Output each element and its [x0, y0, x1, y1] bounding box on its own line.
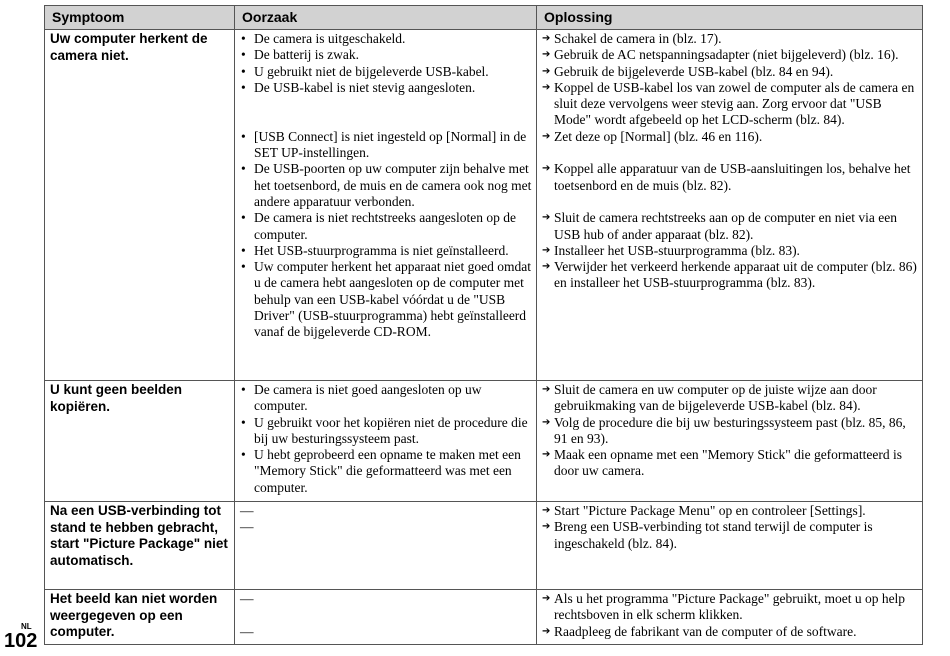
arrow-right-icon: ➔: [542, 65, 551, 77]
cause-cell: [235, 30, 537, 381]
arrow-right-icon: ➔: [542, 521, 551, 533]
arrow-right-icon: ➔: [542, 33, 551, 44]
bullet-icon: •: [241, 447, 246, 463]
solution-item: ➔ Volg de procedure die bij uw besturingssysteem past (blz. 85, 86, 91 en 93).: [542, 414, 906, 446]
header-cause: Oorzaak: [235, 6, 537, 30]
arrow-right-icon: ➔: [542, 212, 551, 224]
troubleshooting-table: [44, 5, 923, 645]
solution-item: ➔ Verwijder het verkeerd herkende apparaat uit de computer (blz. 86) en installeer het USB-stuurprogramma (blz. 83).: [542, 259, 917, 291]
table-row: [45, 381, 923, 502]
cause-item: • U gebruikt voor het kopiëren niet de procedure die bij uw besturingssysteem past.: [241, 414, 528, 446]
arrow-right-icon: ➔: [542, 163, 551, 175]
cause-item: —: [240, 591, 254, 606]
symptom-cell: Het beeld kan niet worden weergegeven op een computer.: [45, 590, 235, 645]
solution-item: ➔ Sluit de camera rechtstreeks aan op de computer en niet via een USB hub of ander apparaat (blz. 82).: [542, 210, 897, 242]
bullet-icon: •: [241, 259, 246, 275]
arrow-right-icon: ➔: [542, 593, 551, 604]
bullet-icon: •: [241, 161, 246, 177]
solution-item: ➔ Maak een opname met een "Memory Stick" die geformatteerd is door uw camera.: [542, 447, 903, 479]
arrow-right-icon: ➔: [542, 81, 551, 93]
bullet-icon: •: [241, 128, 246, 144]
cause-item: —: [240, 519, 254, 535]
arrow-right-icon: ➔: [542, 625, 551, 637]
cause-item: —: [240, 503, 254, 518]
table-row: [45, 590, 923, 645]
arrow-right-icon: ➔: [542, 244, 551, 256]
arrow-right-icon: ➔: [542, 49, 551, 61]
table-row: [45, 30, 923, 381]
spacer: [240, 96, 532, 129]
bullet-icon: •: [241, 242, 246, 258]
solution-item: ➔ Gebruik de bijgeleverde USB-kabel (blz. 84 en 94).: [542, 63, 834, 79]
symptom-cell: U kunt geen beelden kopiëren.: [45, 381, 235, 502]
solution-item: ➔ Raadpleeg de fabrikant van de computer of de software.: [542, 623, 857, 639]
solution-item: ➔ Als u het programma "Picture Package" gebruikt, moet u op help rechtsboven in elk scherm klikken.: [542, 591, 906, 623]
symptom-cell: Uw computer herkent de camera niet.: [45, 30, 235, 381]
cause-item: • De camera is uitgeschakeld.: [241, 31, 406, 46]
table-row: [45, 502, 923, 590]
arrow-right-icon: ➔: [542, 261, 551, 273]
cause-item: • De USB-poorten op uw computer zijn behalve met het toetsenbord, de muis en de camera ook nog met andere apparatuur verbonden.: [241, 161, 532, 209]
cause-item: • [USB Connect] is niet ingesteld op [Normal] in de SET UP-instellingen.: [241, 128, 527, 161]
bullet-icon: •: [241, 414, 246, 430]
solution-item: ➔ Koppel alle apparatuur van de USB-aansluitingen los, behalve het toetsenbord en de muis (blz. 82).: [542, 161, 911, 193]
solution-cell: [537, 30, 923, 381]
cause-item: • De camera is niet rechtstreeks aangesloten op de computer.: [241, 210, 517, 242]
cause-item: • Uw computer herkent het apparaat niet goed omdat u de camera hebt aangesloten op de computer met behulp van een USB-kabel vóórdat u de "USB Driver" (USB-stuurprogramma) hebt geïnstalleerd vanaf de bijgeleverde CD-ROM.: [241, 259, 532, 340]
arrow-right-icon: ➔: [542, 384, 551, 395]
bullet-icon: •: [241, 31, 246, 46]
cause-item: • U gebruikt niet de bijgeleverde USB-kabel.: [241, 63, 489, 79]
arrow-right-icon: ➔: [542, 416, 551, 428]
header-symptom: Symptoom: [45, 6, 235, 30]
table-header-row: [45, 6, 923, 30]
solution-item: ➔ Gebruik de AC netspanningsadapter (niet bijgeleverd) (blz. 16).: [542, 47, 899, 63]
bullet-icon: •: [241, 63, 246, 79]
solution-item: ➔ Installeer het USB-stuurprogramma (blz. 83).: [542, 242, 800, 258]
solution-item: ➔ Schakel de camera in (blz. 17).: [542, 31, 722, 46]
arrow-right-icon: ➔: [542, 505, 551, 516]
cause-item: • De USB-kabel is niet stevig aangesloten.: [241, 79, 476, 95]
solution-item: ➔ Breng een USB-verbinding tot stand terwijl de computer is ingeschakeld (blz. 84).: [542, 519, 873, 551]
cause-item: • De camera is niet goed aangesloten op uw computer.: [241, 382, 482, 414]
bullet-icon: •: [241, 79, 246, 95]
spacer: [542, 194, 918, 210]
bullet-icon: •: [241, 210, 246, 226]
page-number: 102: [4, 630, 38, 652]
spacer: [542, 145, 918, 161]
arrow-right-icon: ➔: [542, 130, 551, 142]
arrow-right-icon: ➔: [542, 449, 551, 461]
cause-item: • De batterij is zwak.: [241, 47, 359, 63]
solution-item: ➔ Sluit de camera en uw computer op de juiste wijze aan door gebruikmaking van de bijgeleverde USB-kabel (blz. 84).: [542, 382, 877, 414]
solution-item: ➔ Koppel de USB-kabel los van zowel de computer als de camera en sluit deze vervolgens weer stevig aan. Zorg ervoor dat "USB Mode" wordt afgebeeld op het LCD-scherm (blz. 84).: [542, 79, 915, 128]
cause-cell: [235, 590, 537, 645]
spacer: [240, 607, 532, 623]
bullet-icon: •: [241, 47, 246, 63]
symptom-cell: Na een USB-verbinding tot stand te hebben gebracht, start "Picture Package" niet automatisch.: [45, 502, 235, 590]
solution-cell: [537, 502, 923, 590]
solution-cell: [537, 590, 923, 645]
language-label: NL: [21, 622, 32, 631]
solution-item: ➔ Zet deze op [Normal] (blz. 46 en 116).: [542, 128, 763, 144]
bullet-icon: •: [241, 382, 246, 397]
cause-item: • U hebt geprobeerd een opname te maken met een "Memory Stick" die geformatteerd was met een computer.: [241, 447, 521, 495]
cause-cell: [235, 381, 537, 502]
header-solution: Oplossing: [537, 6, 923, 30]
cause-item: —: [240, 623, 254, 639]
solution-item: ➔ Start "Picture Package Menu" op en controleer [Settings].: [542, 503, 866, 518]
cause-cell: [235, 502, 537, 590]
cause-item: • Het USB-stuurprogramma is niet geïnstalleerd.: [241, 242, 509, 258]
solution-cell: [537, 381, 923, 502]
